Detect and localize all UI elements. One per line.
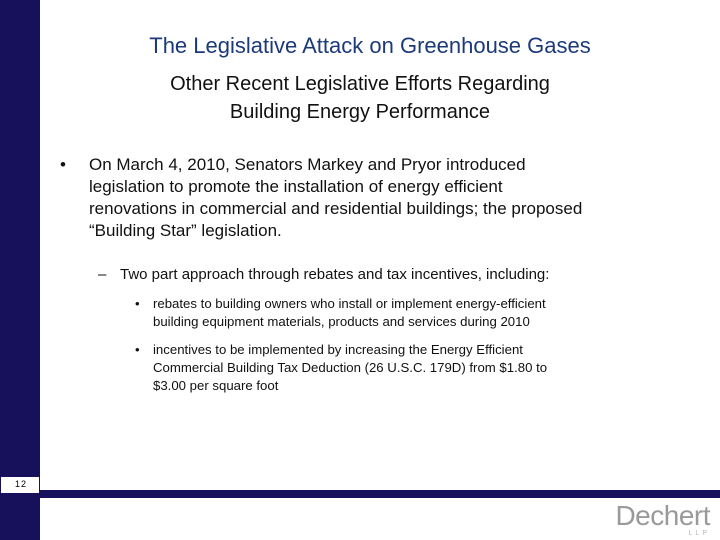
main-bullet-line-3: renovations in commercial and residential buildings; the proposed (89, 199, 583, 218)
sub-sub-bullet-1 (135, 295, 695, 331)
main-bullet (60, 154, 700, 242)
footer-bar (40, 490, 720, 498)
sub-sub-bullet-1-line-1: rebates to building owners who install or implement energy-efficient (153, 296, 546, 311)
sub-sub-bullet-2 (135, 341, 695, 395)
sub-sub-bullet-1-line-2: building equipment materials, products and services during 2010 (153, 314, 530, 329)
left-sidebar-bar (0, 0, 40, 540)
main-bullet-line-2: legislation to promote the installation of energy efficient (89, 177, 503, 196)
subtitle-line-2: Building Energy Performance (229, 101, 491, 123)
dechert-logo: Dechert (615, 500, 710, 531)
main-bullet-line-1: On March 4, 2010, Senators Markey and Pryor introduced (89, 155, 526, 174)
dechert-logo-llp: LLP (688, 530, 710, 537)
slide-title: The Legislative Attack on Greenhouse Gases (149, 33, 591, 58)
sub-sub-bullet-1-text (153, 295, 695, 331)
sub-bullet-text: Two part approach through rebates and tax incentives, including: (120, 266, 550, 283)
sub-sub-bullet-2-line-2: Commercial Building Tax Deduction (26 U.S.C. 179D) from $1.80 to (153, 360, 548, 375)
bullet-marker: • (135, 296, 140, 311)
main-bullet-text (89, 154, 700, 242)
subtitle-line-1: Other Recent Legislative Efforts Regarding (170, 73, 550, 95)
sub-bullet (98, 265, 698, 284)
page-number: 12 (14, 479, 27, 489)
sub-sub-bullet-2-line-3: $3.00 per square foot (153, 378, 279, 393)
dash-marker: – (98, 266, 107, 283)
bullet-marker: • (60, 155, 66, 174)
main-bullet-line-4: “Building Star” legislation. (89, 221, 282, 240)
sub-sub-bullet-2-text (153, 341, 695, 395)
bullet-marker: • (135, 342, 140, 357)
page-number-box (0, 476, 40, 494)
slide-subtitle (40, 70, 680, 126)
sub-sub-bullet-2-line-1: incentives to be implemented by increasing the Energy Efficient (153, 342, 523, 357)
